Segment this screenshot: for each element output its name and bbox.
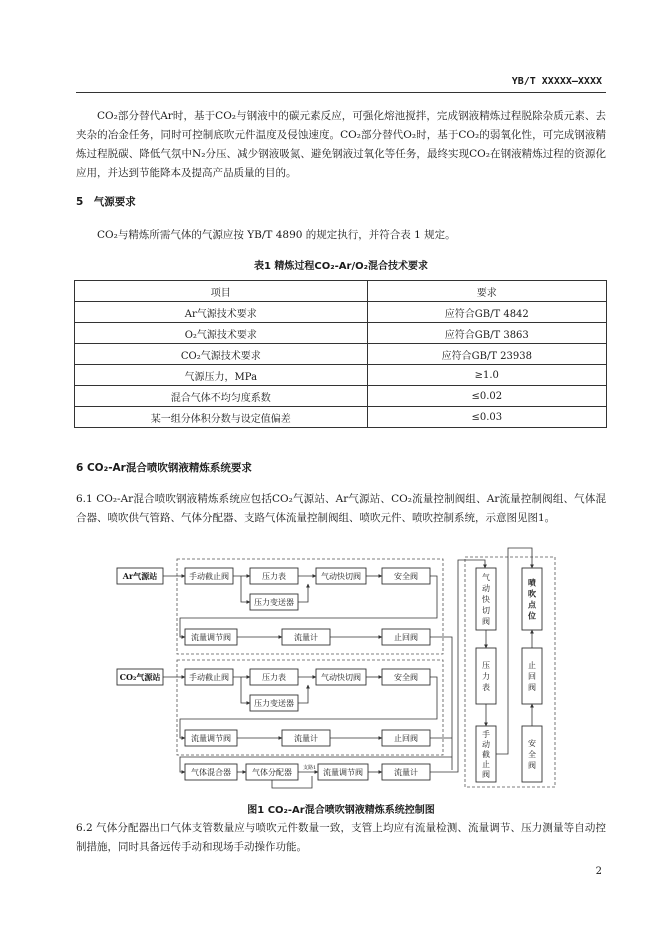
section-5-heading: 5 气源要求 [76,196,136,208]
gas-mixer-label: 气体混合器 [191,768,231,777]
table-cell: ≤0.03 [367,407,606,428]
branch-flow-reg-valve-label: 流量调节阀 [323,768,363,777]
co2-manual-valve-label: 手动截止阀 [189,673,229,682]
ar-flow-meter-label: 流量计 [294,633,318,642]
gas-distributor-label: 气体分配器 [252,768,292,777]
ar-station-label: Ar气源站 [122,571,158,581]
co2-flow-meter-label: 流量计 [294,734,318,743]
ar-flow-reg-valve-label: 流量调节阀 [191,633,231,642]
co2-pneumatic-valve-label: 气动快切阀 [321,673,361,682]
intro-paragraph: CO₂部分替代Ar时，基于CO₂与钢液中的碳元素反应，可强化熔池搅拌，完成钢液精炼过程脱除杂质元素、去夹杂的冶金任务，同时可控制底吹元件温度及侵蚀速度。CO₂部分替代O₂时，基于CO₂的弱氧化性，可完成钢液精炼过程脱碳、降低气氛中N₂分压、减少钢液吸氮、避免钢液过氧化等任务，最终实现CO₂在钢液精炼过程的资源化应用，并达到节能降本及提高产品质量的目的。 [76,110,606,179]
co2-check-valve-label: 止回阀 [394,734,418,743]
table-cell: Ar气源技术要求 [75,302,368,323]
ar-check-valve-label: 止回阀 [394,633,418,642]
table-cell: ≤0.02 [367,386,606,407]
table-cell: 应符合GB/T 23938 [367,344,606,365]
section-6-1-paragraph: 6.1 CO₂-Ar混合喷吹钢液精炼系统应包括CO₂气源站、Ar气源站、CO₂流量控制阀组、Ar流量控制阀组、气体混合器、喷吹供气管路、气体分配器、支路气体流量控制阀组、喷吹元件、喷吹控制系统，示意图见图1。 [76,493,606,524]
section-6-2-paragraph: 6.2 气体分配器出口气体支管数量应与喷吹元件数量一致，支管上均应有流量检测、流量调节、压力测量等自动控制措施，同时具备远传手动和现场手动操作功能。 [76,822,606,853]
table-cell: 应符合GB/T 4842 [367,302,606,323]
table-cell: CO₂气源技术要求 [75,344,368,365]
co2-pressure-gauge-label: 压力表 [262,673,286,682]
co2-station-label: CO₂气源站 [119,672,161,682]
table-1-caption: 表1 精炼过程CO₂-Ar/O₂混合技术要求 [253,261,428,272]
ar-manual-valve-label: 手动截止阀 [189,572,229,581]
branch-pressure-gauge-label: 压力表 [482,661,490,692]
table-cell: 气源压力，MPa [75,365,368,386]
branch-flow-meter-label: 流量计 [394,768,418,777]
co2-flow-reg-valve-label: 流量调节阀 [191,734,231,743]
table-cell: O₂气源技术要求 [75,323,368,344]
branch-pneumatic-valve-label: 气动快切阀 [482,573,490,626]
branch-safety-valve-label: 安全阀 [528,739,536,770]
branch-manual-valve-label: 手动截止阀 [482,730,490,779]
document-code: YB/T XXXXX—XXXX [511,76,602,87]
table-cell: 某一组分体积分数与设定值偏差 [75,407,368,428]
nozzle-point-label: 喷吹点位 [528,577,536,621]
table-cell: ≥1.0 [367,365,606,386]
section-6-heading: 6 CO₂-Ar混合喷吹钢液精炼系统要求 [76,462,252,474]
co2-pressure-transmitter-label: 压力变送器 [254,699,294,708]
table-header-cell: 项目 [75,281,368,302]
branch-check-valve-label: 止回阀 [528,661,536,692]
ar-pneumatic-valve-label: 气动快切阀 [321,572,361,581]
page-number: 2 [595,866,602,877]
figure-1-caption: 图1 CO₂-Ar混合喷吹钢液精炼系统控制图 [247,805,435,816]
branch-1-label: 支路1 [303,765,317,771]
table-header-cell: 要求 [367,281,606,302]
ar-safety-valve-label: 安全阀 [394,572,418,581]
ar-pressure-gauge-label: 压力表 [262,572,286,581]
table-cell: 混合气体不均匀度系数 [75,386,368,407]
ar-pressure-transmitter-label: 压力变送器 [254,598,294,607]
co2-safety-valve-label: 安全阀 [394,673,418,682]
table-cell: 应符合GB/T 3863 [367,323,606,344]
section-5-paragraph: CO₂与精炼所需气体的气源应按 YB/T 4890 的规定执行，并符合表 1 规定。 [97,229,456,241]
co2-train-wires [163,677,452,738]
